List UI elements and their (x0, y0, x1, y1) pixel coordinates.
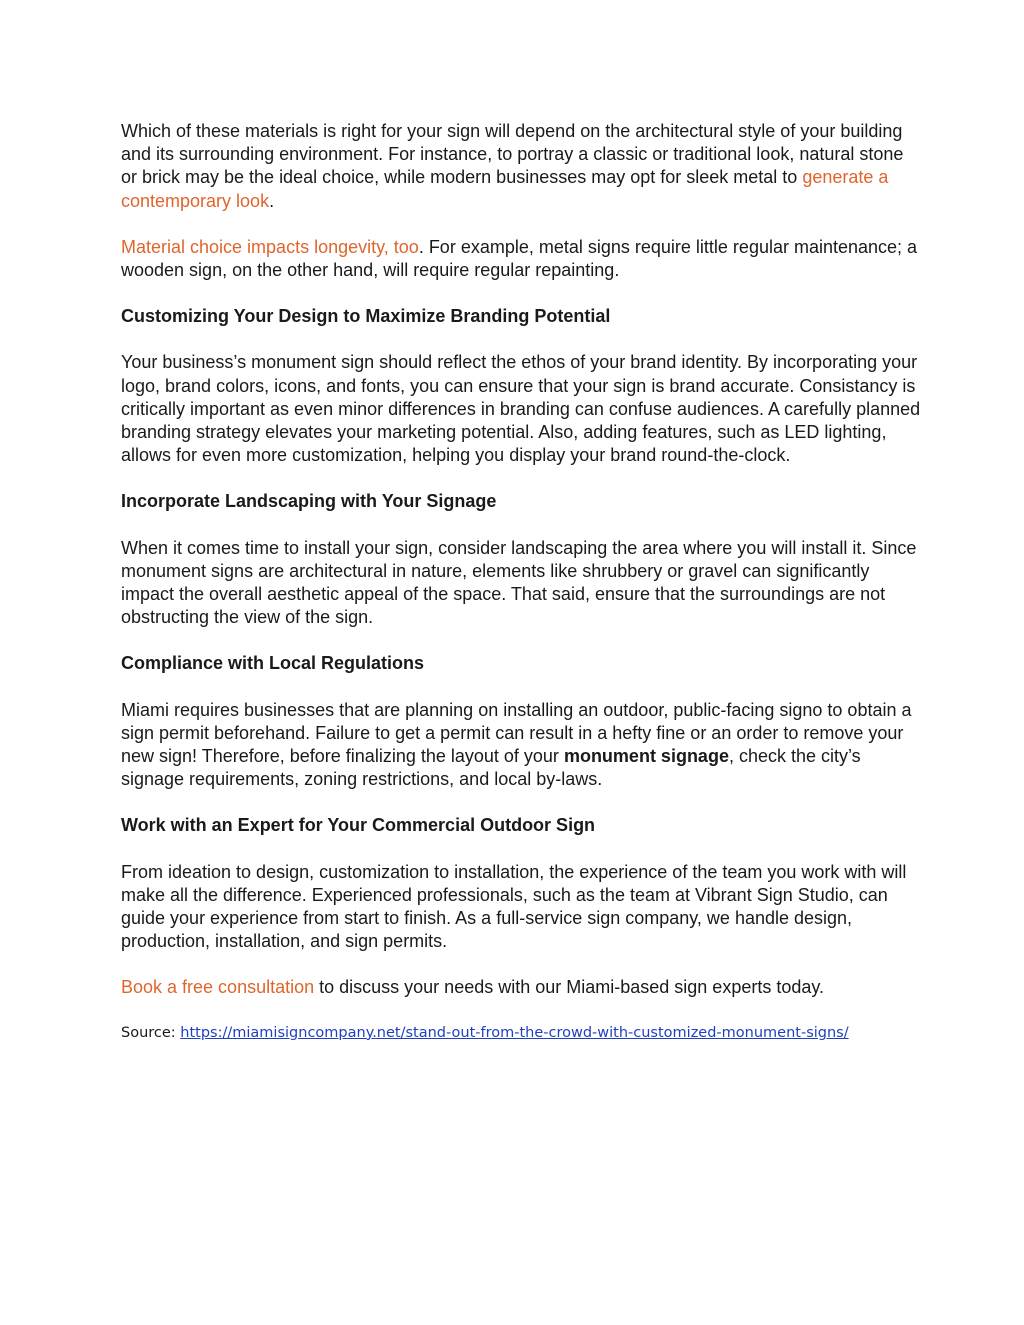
source-label: Source: (121, 1024, 181, 1041)
paragraph-longevity: Material choice impacts longevity, too. For example, metal signs require little regular maintenance; a wooden sign, on the other hand, will require regular repainting. (121, 236, 918, 281)
monument-signage-bold: monument signage (563, 746, 729, 767)
paragraph-compliance: Miami requires businesses that are planning on installing an outdoor, public-facing signo to obtain a sign permit beforehand. Failure to get a permit can result in a hefty fine or an order to remove your new sign! Therefore, before finalizing the layout of your monument signage, check the city’s signage requirements, zoning restrictions, and local by-laws. (121, 699, 912, 790)
book-consultation-link[interactable]: Book a free consultation (121, 977, 315, 998)
generate-contemporary-look-link[interactable]: generate a contemporary look (121, 167, 889, 211)
source-line (121, 1023, 921, 1043)
paragraph-materials: Which of these materials is right for your sign will depend on the architectural style of your building and its surrounding environment. For instance, to portray a classic or traditional look, natural stone or brick may be the ideal choice, while modern businesses may opt for sleek metal to generate a contemporary look. (121, 121, 904, 211)
heading-landscaping: Incorporate Landscaping with Your Signage (121, 491, 497, 512)
document-body (121, 120, 921, 1066)
source-url-link[interactable]: https://miamisigncompany.net/stand-out-from-the-crowd-with-customized-monument-signs/ (180, 1024, 849, 1041)
paragraph-consultation: Book a free consultation to discuss your needs with our Miami-based sign experts today. (121, 977, 825, 998)
heading-work-with-expert: Work with an Expert for Your Commercial Outdoor Sign (121, 815, 596, 836)
heading-compliance: Compliance with Local Regulations (121, 653, 425, 674)
heading-customizing-design: Customizing Your Design to Maximize Branding Potential (121, 306, 611, 327)
paragraph-expert: From ideation to design, customization to installation, the experience of the team you work with will make all the difference. Experienced professionals, such as the team at Vibrant Sign Studio, can guide your experience from start to finish. As a full-service sign company, we handle design, production, installation, and sign permits. (121, 861, 907, 952)
paragraph-landscaping: When it comes time to install your sign, consider landscaping the area where you will install it. Since monument signs are architectural in nature, elements like shrubbery or gravel can significantly impact the overall aesthetic appeal of the space. That said, ensure that the surroundings are not obstructing the view of the sign. (121, 537, 917, 628)
material-longevity-link[interactable]: Material choice impacts longevity, too (121, 236, 419, 257)
paragraph-branding: Your business’s monument sign should reflect the ethos of your brand identity. By incorporating your logo, brand colors, icons, and fonts, you can ensure that your sign is brand accurate. Consistancy is critically important as even minor differences in branding can confuse audiences. A carefully planned branding strategy elevates your marketing potential. Also, adding features, such as LED lighting, allows for even more customization, helping you display your brand round-the-clock. (121, 352, 921, 466)
